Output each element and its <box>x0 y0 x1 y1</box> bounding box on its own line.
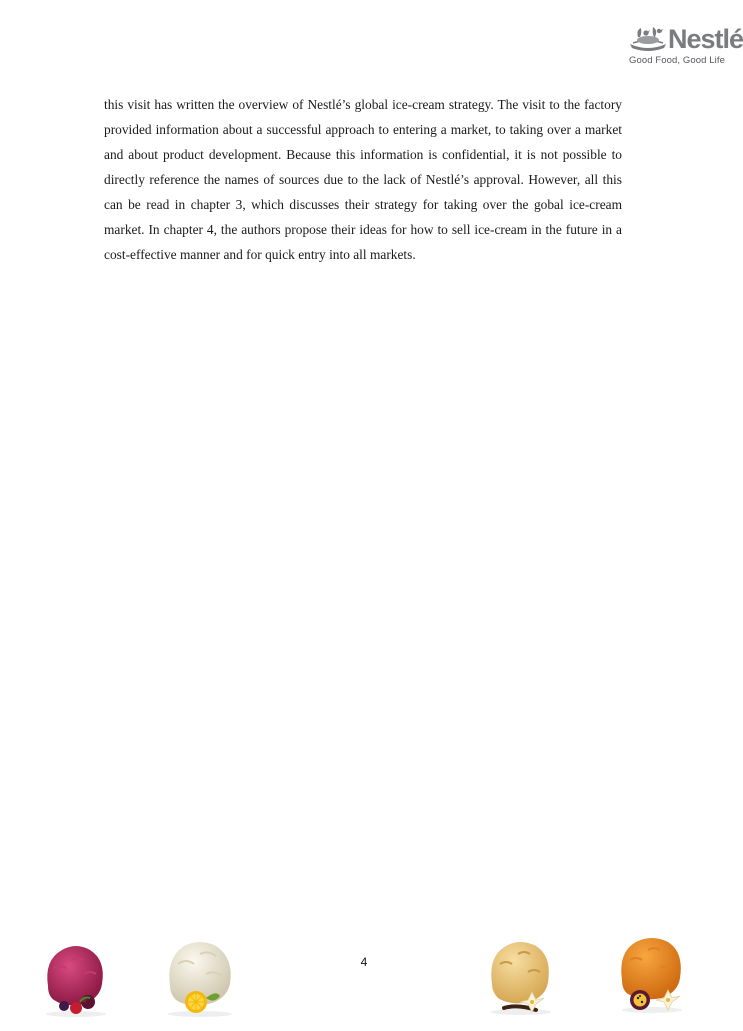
bird-nest-icon <box>628 24 668 50</box>
berry-ice-cream-scoop-icon <box>40 938 114 1018</box>
body-paragraph: this visit has written the overview of Nestlé’s global ice-cream strategy. The visit to the factory provided information about a successful approach to entering a market, to taking over a market and about product development. Because this information is confidential, it is not possible to directly reference the names of sources due to the lack of Nestlé’s approval. However, all this can be read in chapter 3, which discusses their strategy for taking over the gobal ice-cream market. In chapter 4, the authors propose their ideas for how to sell ice-cream in the future in a cost-effective manner and for quick entry into all markets. <box>104 97 622 262</box>
page-number: 4 <box>360 955 368 969</box>
orange-ice-cream-scoop-icon <box>614 932 690 1014</box>
logo-tagline: Good Food, Good Life <box>629 55 726 66</box>
nestle-logo <box>626 22 743 68</box>
lemon-ice-cream-scoop-icon <box>160 934 240 1018</box>
vanilla-ice-cream-scoop-icon <box>484 934 558 1016</box>
logo-wordmark: Nestlé <box>668 24 743 54</box>
